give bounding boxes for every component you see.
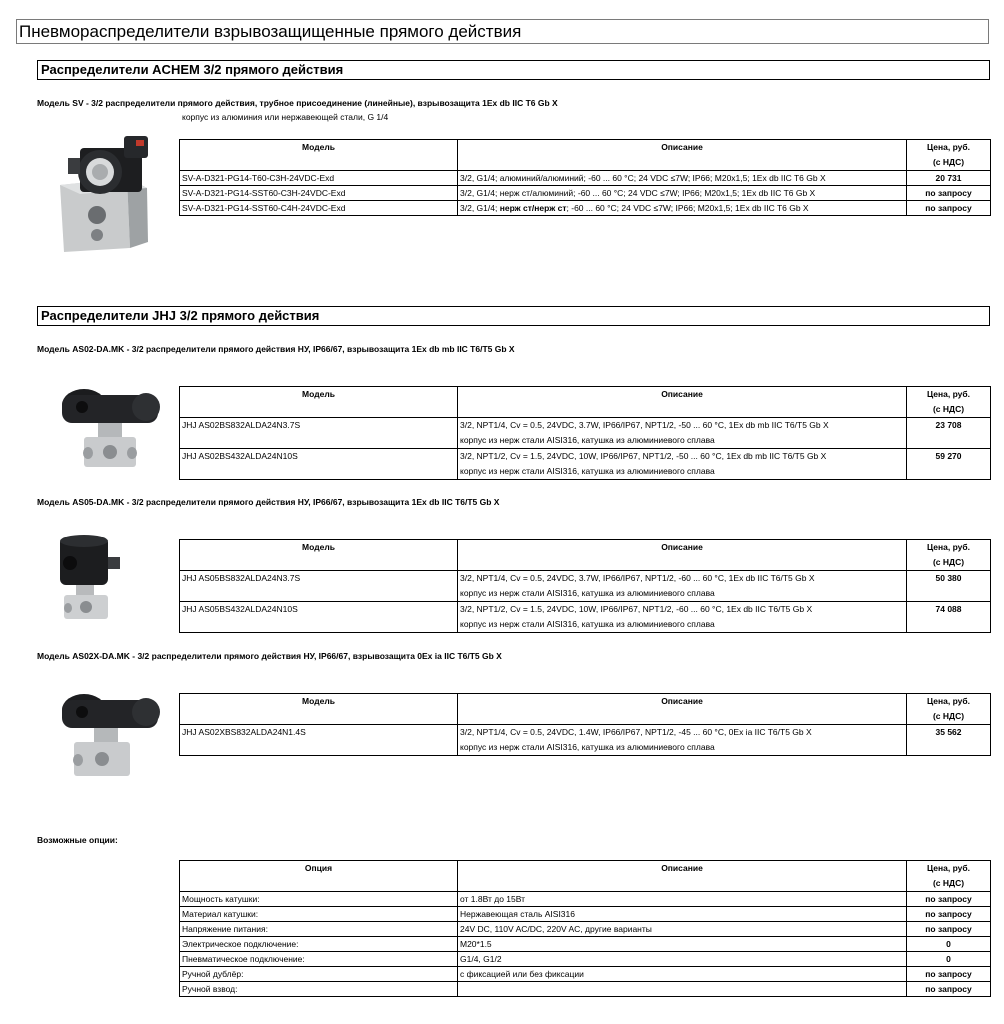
description-cell: G1/4, G1/2 bbox=[458, 952, 907, 967]
model-title-as05: Модель AS05-DA.MK - 3/2 распределители прямого действия НУ, IP66/67, взрывозащита 1Ex db IIC T6/T5 Gb X bbox=[37, 497, 500, 507]
column-header-price: Цена, руб. (с НДС) bbox=[907, 540, 991, 571]
as05-price-table bbox=[179, 539, 991, 633]
option-cell: Напряжение питания: bbox=[180, 922, 458, 937]
model-subtitle-sv: корпус из алюминия или нержавеющей стали, G 1/4 bbox=[182, 112, 389, 122]
column-header-description: Описание bbox=[458, 140, 907, 171]
page-title: Пневмораспределители взрывозащищенные прямого действия bbox=[16, 19, 989, 44]
achem-price-table bbox=[179, 139, 991, 216]
column-header-description: Описание bbox=[458, 694, 907, 725]
price-cell: 0 bbox=[907, 937, 991, 952]
table-row bbox=[180, 907, 991, 922]
description-cell: M20*1.5 bbox=[458, 937, 907, 952]
as02-valve-image bbox=[58, 385, 163, 475]
column-header-model: Модель bbox=[180, 694, 458, 725]
model-cell: SV-A-D321-PG14-T60-C3H-24VDC-Exd bbox=[180, 171, 458, 186]
price-cell: 35 562 bbox=[907, 725, 991, 756]
model-cell: SV-A-D321-PG14-SST60-C4H-24VDC-Exd bbox=[180, 201, 458, 216]
table-row bbox=[180, 186, 991, 201]
option-cell: Мощность катушки: bbox=[180, 892, 458, 907]
description-cell: 3/2, G1/4; алюминий/алюминий; -60 ... 60 °C; 24 VDC ≤7W; IP66; M20x1,5; 1Ex db IIC T6 Gb X bbox=[458, 171, 907, 186]
description-cell: 3/2, NPT1/4, Cv = 0.5, 24VDC, 3.7W, IP66/IP67, NPT1/2, -60 ... 60 °C, 1Ex db IIC T6/T5 Gb X корпус из нерж стали AISI316, катушка из алюминиевого сплава bbox=[458, 571, 907, 602]
description-cell: 3/2, NPT1/2, Cv = 1.5, 24VDC, 10W, IP66/IP67, NPT1/2, -60 ... 60 °C, 1Ex db IIC T6/T5 Gb X корпус из нерж стали AISI316, катушка из алюминиевого сплава bbox=[458, 602, 907, 633]
table-row bbox=[180, 922, 991, 937]
price-cell: по запросу bbox=[907, 201, 991, 216]
model-cell: JHJ AS05BS832ALDA24N3.7S bbox=[180, 571, 458, 602]
description-cell: 3/2, G1/4; нерж ст/нерж ст; -60 ... 60 °C; 24 VDC ≤7W; IP66; M20x1,5; 1Ex db IIC T6 Gb X bbox=[458, 201, 907, 216]
description-cell: 3/2, NPT1/4, Cv = 0.5, 24VDC, 3.7W, IP66/IP67, NPT1/2, -50 ... 60 °C, 1Ex db mb IIC T6/T5 Gb X корпус из нерж стали AISI316, катушка из алюминиевого сплава bbox=[458, 418, 907, 449]
price-cell: 20 731 bbox=[907, 171, 991, 186]
options-table bbox=[179, 860, 991, 997]
price-cell: по запросу bbox=[907, 907, 991, 922]
price-cell: 50 380 bbox=[907, 571, 991, 602]
model-title-as02: Модель AS02-DA.MK - 3/2 распределители прямого действия НУ, IP66/67, взрывозащита 1Ex db mb IIC T6/T5 Gb X bbox=[37, 344, 515, 354]
section-header-achem: Распределители ACHEM 3/2 прямого действия bbox=[37, 60, 990, 80]
as05-valve-image bbox=[50, 533, 125, 623]
model-cell: JHJ AS05BS432ALDA24N10S bbox=[180, 602, 458, 633]
column-header-price: Цена, руб. (с НДС) bbox=[907, 140, 991, 171]
description-cell: 3/2, G1/4; нерж ст/алюминий; -60 ... 60 °C; 24 VDC ≤7W; IP66; M20x1,5; 1Ex db IIC T6 Gb X bbox=[458, 186, 907, 201]
column-header-price: Цена, руб. (с НДС) bbox=[907, 387, 991, 418]
model-cell: JHJ AS02XBS832ALDA24N1.4S bbox=[180, 725, 458, 756]
column-header-model: Модель bbox=[180, 387, 458, 418]
price-cell: 74 088 bbox=[907, 602, 991, 633]
table-row bbox=[180, 892, 991, 907]
description-cell: 24V DC, 110V AC/DC, 220V AC, другие варианты bbox=[458, 922, 907, 937]
column-header-option: Опция bbox=[180, 861, 458, 892]
option-cell: Электрическое подключение: bbox=[180, 937, 458, 952]
table-row bbox=[180, 967, 991, 982]
options-label: Возможные опции: bbox=[37, 835, 118, 845]
column-header-description: Описание bbox=[458, 387, 907, 418]
description-cell: с фиксацией или без фиксации bbox=[458, 967, 907, 982]
table-row bbox=[180, 171, 991, 186]
model-cell: JHJ AS02BS432ALDA24N10S bbox=[180, 449, 458, 480]
description-cell: 3/2, NPT1/2, Cv = 1.5, 24VDC, 10W, IP66/IP67, NPT1/2, -50 ... 60 °C, 1Ex db mb IIC T6/T5 Gb X корпус из нерж стали AISI316, катушка из алюминиевого сплава bbox=[458, 449, 907, 480]
column-header-model: Модель bbox=[180, 540, 458, 571]
model-title-as02x: Модель AS02X-DA.MK - 3/2 распределители прямого действия НУ, IP66/67, взрывозащита 0Ex ia IIC T6/T5 Gb X bbox=[37, 651, 502, 661]
price-cell: по запросу bbox=[907, 186, 991, 201]
description-cell: 3/2, NPT1/4, Cv = 0.5, 24VDC, 1.4W, IP66/IP67, NPT1/2, -45 ... 60 °C, 0Ex ia IIC T6/T5 Gb X корпус из нерж стали AISI316, катушка из алюминиевого сплава bbox=[458, 725, 907, 756]
table-row bbox=[180, 982, 991, 997]
model-cell: JHJ AS02BS832ALDA24N3.7S bbox=[180, 418, 458, 449]
price-cell: 0 bbox=[907, 952, 991, 967]
table-row bbox=[180, 201, 991, 216]
table-row bbox=[180, 418, 991, 449]
price-cell: 59 270 bbox=[907, 449, 991, 480]
description-cell: от 1.8Вт до 15Вт bbox=[458, 892, 907, 907]
section-header-jhj: Распределители JHJ 3/2 прямого действия bbox=[37, 306, 990, 326]
column-header-model: Модель bbox=[180, 140, 458, 171]
price-cell: 23 708 bbox=[907, 418, 991, 449]
table-row bbox=[180, 937, 991, 952]
column-header-description: Описание bbox=[458, 540, 907, 571]
model-title-sv: Модель SV - 3/2 распределители прямого действия, трубное присоединение (линейные), взрывозащита 1Ex db IIC T6 Gb X bbox=[37, 98, 558, 108]
price-cell: по запросу bbox=[907, 982, 991, 997]
as02x-valve-image bbox=[58, 690, 163, 782]
price-cell: по запросу bbox=[907, 892, 991, 907]
description-cell: Нержавеющая сталь AISI316 bbox=[458, 907, 907, 922]
table-row bbox=[180, 449, 991, 480]
table-row bbox=[180, 952, 991, 967]
model-cell: SV-A-D321-PG14-SST60-C3H-24VDC-Exd bbox=[180, 186, 458, 201]
table-row bbox=[180, 571, 991, 602]
as02-price-table bbox=[179, 386, 991, 480]
column-header-price: Цена, руб. (с НДС) bbox=[907, 861, 991, 892]
achem-valve-image bbox=[52, 130, 157, 255]
price-cell: по запросу bbox=[907, 967, 991, 982]
column-header-description: Описание bbox=[458, 861, 907, 892]
option-cell: Пневматическое подключение: bbox=[180, 952, 458, 967]
table-row bbox=[180, 725, 991, 756]
option-cell: Ручной взвод: bbox=[180, 982, 458, 997]
option-cell: Материал катушки: bbox=[180, 907, 458, 922]
price-cell: по запросу bbox=[907, 922, 991, 937]
description-cell bbox=[458, 982, 907, 997]
column-header-price: Цена, руб. (с НДС) bbox=[907, 694, 991, 725]
as02x-price-table bbox=[179, 693, 991, 756]
table-row bbox=[180, 602, 991, 633]
option-cell: Ручной дублёр: bbox=[180, 967, 458, 982]
